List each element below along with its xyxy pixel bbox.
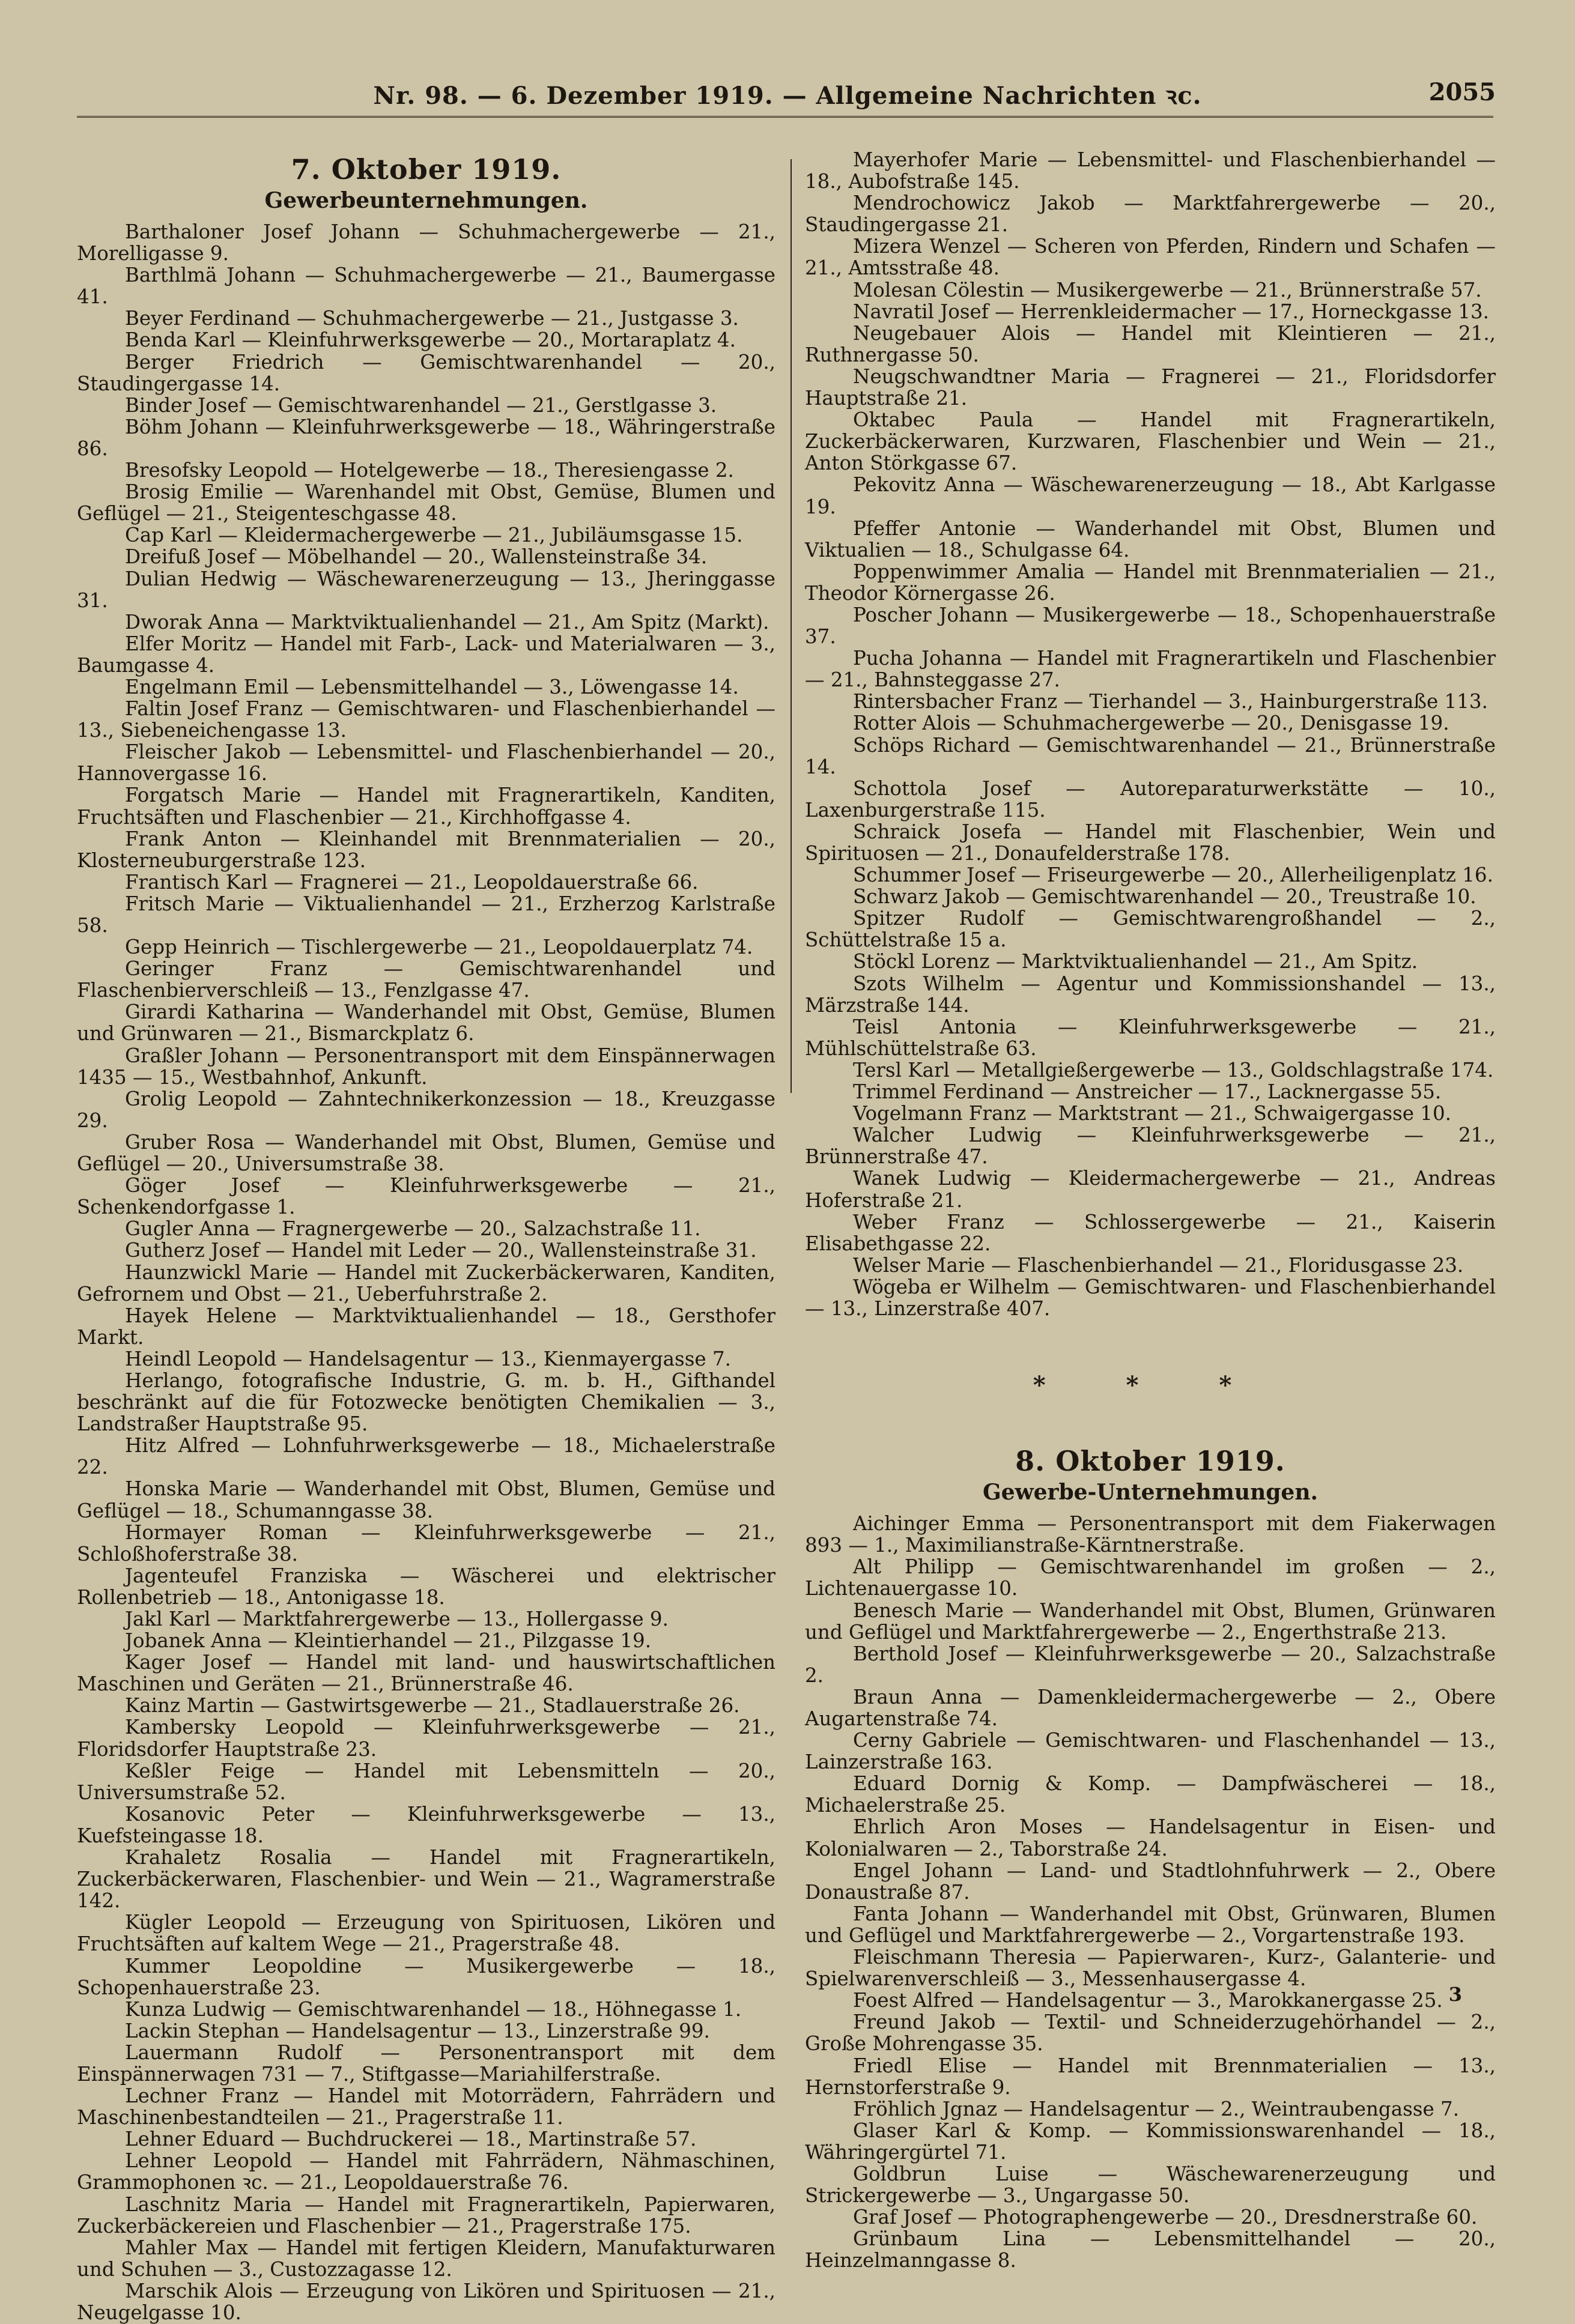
register-entry: Beyer Ferdinand — Schuhmachergewerbe — 21., Justgasse 3. — [125, 307, 739, 330]
register-entry: Jakl Karl — Marktfahrergewerbe — 13., Hollergasse 9. — [125, 1608, 669, 1630]
register-entry: Honska Marie — Wanderhandel mit Obst, Blumen, Gemüse und Geflügel — 18., Schumanngasse 38. — [77, 1477, 775, 1522]
section-separator: * * * — [1033, 1371, 1268, 1400]
section-heading-oct7: Gewerbeunternehmungen. — [264, 188, 588, 213]
register-entry: Schöps Richard — Gemischtwarenhandel — 21., Brünnerstraße 14. — [805, 733, 1496, 778]
register-entry: Poscher Johann — Musikergewerbe — 18., Schopenhauerstraße 37. — [805, 603, 1496, 649]
register-entry: Kunza Ludwig — Gemischtwarenhandel — 18., Höhnegasse 1. — [125, 1997, 742, 2021]
register-entry: Engel Johann — Land- und Stadtlohnfuhrwerk — 2., Obere Donaustraße 87. — [805, 1859, 1496, 1904]
register-entry: Kosanovic Peter — Kleinfuhrwerksgewerbe — 13., Kuefsteingasse 18. — [77, 1802, 775, 1847]
register-entry: Spitzer Rudolf — Gemischtwarengroßhandel — 2., Schüttelstraße 15 a. — [805, 907, 1496, 952]
register-entry: Graf Josef — Photographengewerbe — 20., Dresdnerstraße 60. — [853, 2206, 1478, 2229]
register-entry: Foest Alfred — Handelsagentur — 3., Marokkanergasse 25. — [853, 1989, 1443, 2012]
register-entry: Mayerhofer Marie — Lebensmittel- und Flaschenbierhandel — 18., Aubofstraße 145. — [805, 148, 1496, 193]
register-entry: Kügler Leopold — Erzeugung von Spirituosen, Likören und Fruchtsäften auf kaltem Wege — 21., Pragerstraße 48. — [77, 1911, 775, 1956]
register-entry: Welser Marie — Flaschenbierhandel — 21., Floridusgasse 23. — [853, 1253, 1464, 1277]
register-entry: Goldbrun Luise — Wäschewarenerzeugung und Strickergewerbe — 3., Ungargasse 50. — [805, 2162, 1496, 2207]
register-entry: Tersl Karl — Metallgießergewerbe — 13., Goldschlagstraße 174. — [853, 1058, 1494, 1082]
register-entry: Fanta Johann — Wanderhandel mit Obst, Grünwaren, Blumen und Geflügel und Marktfahrergewerbe — 2., Vorgartenstraße 193. — [805, 1902, 1496, 1947]
register-entry: Cap Karl — Kleidermachergewerbe — 21., Jubiläumsgasse 15. — [125, 524, 743, 547]
register-entry: Weber Franz — Schlossergewerbe — 21., Kaiserin Elisabethgasse 22. — [805, 1210, 1496, 1255]
register-entry: Gutherz Josef — Handel mit Leder — 20., Wallensteinstraße 31. — [125, 1239, 757, 1262]
register-entry: Grolig Leopold — Zahntechnikerkonzession — 18., Kreuzgasse 29. — [77, 1087, 775, 1132]
register-entry: Lackin Stephan — Handelsagentur — 13., Linzerstraße 99. — [125, 2019, 710, 2042]
header-title: Nr. 98. — 6. Dezember 1919. — Allgemeine Nachrichten ꝛc. — [373, 82, 1202, 110]
register-entry: Dworak Anna — Marktviktualienhandel — 21., Am Spitz (Markt). — [125, 610, 769, 634]
register-entry: Keßler Feige — Handel mit Lebensmitteln — 20., Universumstraße 52. — [77, 1759, 775, 1804]
register-entry: Rotter Alois — Schuhmachergewerbe — 20., Denisgasse 19. — [853, 712, 1449, 735]
register-entry: Fröhlich Jgnaz — Handelsagentur — 2., Weintraubengasse 7. — [853, 2097, 1460, 2120]
page-number: 2055 — [1428, 78, 1496, 106]
register-entry: Kager Josef — Handel mit land- und hauswirtschaftlichen Maschinen und Geräten — 21., Brünnerstraße 46. — [77, 1651, 775, 1696]
register-entry: Schottola Josef — Autoreparaturwerkstätte — 10., Laxenburgerstraße 115. — [805, 776, 1496, 822]
register-entry: Göger Josef — Kleinfuhrwerksgewerbe — 21., Schenkendorfgasse 1. — [77, 1174, 775, 1219]
section-heading-oct8: Gewerbe-Unternehmungen. — [982, 1480, 1319, 1505]
register-entry: Trimmel Ferdinand — Anstreicher — 17., Lacknergasse 55. — [853, 1080, 1442, 1104]
register-entry: Wögeba er Wilhelm — Gemischtwaren- und Flaschenbierhandel — 13., Linzerstraße 407. — [805, 1275, 1496, 1320]
register-entry: Forgatsch Marie — Handel mit Fragnerartikeln, Kanditen, Fruchtsäften und Flaschenbier — 21., Kirchhoffgasse 4. — [77, 784, 775, 829]
register-entry: Kainz Martin — Gastwirtsgewerbe — 21., Stadlauerstraße 26. — [125, 1694, 740, 1717]
date-heading-oct8: 8. Oktober 1919. — [1015, 1445, 1285, 1478]
register-entry: Neugebauer Alois — Handel mit Kleintieren — 21., Ruthnergasse 50. — [805, 321, 1496, 366]
register-entry: Lehner Eduard — Buchdruckerei — 18., Martinstraße 57. — [125, 2128, 697, 2151]
register-entry: Hayek Helene — Marktviktualienhandel — 18., Gersthofer Markt. — [77, 1304, 775, 1349]
register-entry: Hitz Alfred — Lohnfuhrwerksgewerbe — 18., Michaelerstraße 22. — [77, 1434, 775, 1479]
register-entry: Eduard Dornig & Komp. — Dampfwäscherei — 18., Michaelerstraße 25. — [805, 1772, 1496, 1817]
register-entry: Molesan Cölestin — Musikergewerbe — 21., Brünnerstraße 57. — [853, 278, 1482, 301]
register-entry: Kummer Leopoldine — Musikergewerbe — 18., Schopenhauerstraße 23. — [77, 1954, 775, 1999]
column-divider — [791, 159, 792, 1093]
register-entry: Kambersky Leopold — Kleinfuhrwerksgewerbe — 21., Floridsdorfer Hauptstraße 23. — [77, 1716, 775, 1761]
register-entry: Poppenwimmer Amalia — Handel mit Brennmaterialien — 21., Theodor Körnergasse 26. — [805, 560, 1496, 605]
register-entry: Berthold Josef — Kleinfuhrwerksgewerbe — 20., Salzachstraße 2. — [805, 1642, 1496, 1687]
register-entry: Freund Jakob — Textil- und Schneiderzugehörhandel — 2., Große Mohrengasse 35. — [805, 2011, 1496, 2056]
register-entry: Friedl Elise — Handel mit Brennmaterialien — 13., Hernstorferstraße 9. — [805, 2054, 1496, 2099]
register-entry: Lechner Franz — Handel mit Motorrädern, Fahrrädern und Maschinenbestandteilen — 21., Pragerstraße 11. — [77, 2084, 775, 2129]
register-entry: Mizera Wenzel — Scheren von Pferden, Rindern und Schafen — 21., Amtsstraße 48. — [805, 235, 1496, 280]
register-entry: Braun Anna — Damenkleidermachergewerbe — 2., Obere Augartenstraße 74. — [805, 1685, 1496, 1730]
register-entry: Oktabec Paula — Handel mit Fragnerartikeln, Zuckerbäckerwaren, Kurzwaren, Flaschenbier und Wein — 21., Anton Störkgasse 67. — [805, 408, 1496, 475]
register-entry: Schwarz Jakob — Gemischtwarenhandel — 20., Treustraße 10. — [853, 885, 1476, 909]
register-entry: Schraick Josefa — Handel mit Flaschenbier, Wein und Spirituosen — 21., Donaufelderstraße 178. — [805, 820, 1496, 865]
register-entry: Vogelmann Franz — Marktstrant — 21., Schwaigergasse 10. — [853, 1102, 1451, 1125]
register-entry: Glaser Karl & Komp. — Kommissionswarenhandel — 18., Währingergürtel 71. — [805, 2119, 1496, 2164]
register-entry: Mendrochowicz Jakob — Marktfahrergewerbe — 20., Staudingergasse 21. — [805, 192, 1496, 237]
register-entry: Graßler Johann — Personentransport mit dem Einspännerwagen 1435 — 15., Westbahnhof, Ankunft. — [77, 1044, 775, 1089]
page-header — [0, 78, 1575, 120]
header-rule — [77, 116, 1493, 125]
register-entry: Gruber Rosa — Wanderhandel mit Obst, Blumen, Gemüse und Geflügel — 20., Universumstraße 38. — [77, 1130, 775, 1176]
register-entry: Jagenteufel Franziska — Wäscherei und elektrischer Rollenbetrieb — 18., Antonigasse 18. — [77, 1564, 775, 1609]
register-entry: Bresofsky Leopold — Hotelgewerbe — 18., Theresiengasse 2. — [125, 459, 734, 482]
register-entry: Geringer Franz — Gemischtwarenhandel und Flaschenbierverschleiß — 13., Fenzlgasse 47. — [77, 957, 775, 1002]
register-entry: Rintersbacher Franz — Tierhandel — 3., Hainburgerstraße 113. — [853, 690, 1488, 713]
register-entry: Neugschwandtner Maria — Fragnerei — 21., Floridsdorfer Hauptstraße 21. — [805, 365, 1496, 410]
register-entry: Engelmann Emil — Lebensmittelhandel — 3., Löwengasse 14. — [125, 675, 739, 698]
register-entry: Lehner Leopold — Handel mit Fahrrädern, Nähmaschinen, Grammophonen ꝛc. — 21., Leopoldauerstraße 76. — [77, 2149, 775, 2194]
register-entry: Ehrlich Aron Moses — Handelsagentur in Eisen- und Kolonialwaren — 2., Taborstraße 24. — [805, 1815, 1496, 1860]
register-entry: Cerny Gabriele — Gemischtwaren- und Flaschenhandel — 13., Lainzerstraße 163. — [805, 1729, 1496, 1774]
register-entry: Berger Friedrich — Gemischtwarenhandel — 20., Staudingergasse 14. — [77, 350, 775, 395]
register-entry: Pfeffer Antonie — Wanderhandel mit Obst, Blumen und Viktualien — 18., Schulgasse 64. — [805, 516, 1496, 561]
register-entry: Teisl Antonia — Kleinfuhrwerksgewerbe — 21., Mühlschüttelstraße 63. — [805, 1015, 1496, 1060]
right-entry-list-oct8 — [805, 1513, 1496, 2271]
register-entry: Gugler Anna — Fragnergewerbe — 20., Salzachstraße 11. — [125, 1217, 701, 1241]
register-entry: Gepp Heinrich — Tischlergewerbe — 21., Leopoldauerplatz 74. — [125, 936, 753, 959]
register-entry: Grünbaum Lina — Lebensmittelhandel — 20., Heinzelmanngasse 8. — [805, 2227, 1496, 2272]
register-entry: Laschnitz Maria — Handel mit Fragnerartikeln, Papierwaren, Zuckerbäckereien und Flaschenbier — 21., Pragerstraße 175. — [77, 2192, 775, 2238]
register-entry: Heindl Leopold — Handelsagentur — 13., Kienmayergasse 7. — [125, 1347, 731, 1370]
register-entry: Navratil Josef — Herrenkleidermacher — 17., Horneckgasse 13. — [853, 300, 1489, 323]
register-entry: Böhm Johann — Kleinfuhrwerksgewerbe — 18., Währingerstraße 86. — [77, 415, 775, 460]
register-entry: Aichinger Emma — Personentransport mit dem Fiakerwagen 893 — 1., Maximilianstraße-Kärntnerstraße. — [805, 1512, 1496, 1557]
register-entry: Dulian Hedwig — Wäschewarenerzeugung — 13., Jheringgasse 31. — [77, 567, 775, 612]
register-entry: Schummer Josef — Friseurgewerbe — 20., Allerheiligenplatz 16. — [853, 864, 1493, 887]
register-entry: Alt Philipp — Gemischtwarenhandel im großen — 2., Lichtenauergasse 10. — [805, 1555, 1496, 1600]
register-entry: Walcher Ludwig — Kleinfuhrwerksgewerbe — 21., Brünnerstraße 47. — [805, 1124, 1496, 1169]
date-heading-oct7: 7. Oktober 1919. — [291, 153, 562, 186]
register-entry: Benda Karl — Kleinfuhrwerksgewerbe — 20., Mortaraplatz 4. — [125, 328, 736, 352]
register-entry: Fleischmann Theresia — Papierwaren-, Kurz-, Galanterie- und Spielwarenverschleiß — 3., Messenhausergasse 4. — [805, 1946, 1496, 1991]
right-entry-list-oct7 — [805, 149, 1496, 1319]
register-entry: Jobanek Anna — Kleintierhandel — 21., Pilzgasse 19. — [125, 1629, 652, 1653]
register-entry: Wanek Ludwig — Kleidermachergewerbe — 21., Andreas Hoferstraße 21. — [805, 1167, 1496, 1212]
register-entry: Szots Wilhelm — Agentur und Kommissionshandel — 13., Märzstraße 144. — [805, 972, 1496, 1017]
left-column — [77, 149, 775, 2323]
register-entry: Faltin Josef Franz — Gemischtwaren- und Flaschenbierhandel — 13., Siebeneichengasse 13. — [77, 697, 775, 742]
register-entry: Frank Anton — Kleinhandel mit Brennmaterialien — 20., Klosterneuburgerstraße 123. — [77, 827, 775, 872]
register-entry: Girardi Katharina — Wanderhandel mit Obst, Gemüse, Blumen und Grünwaren — 21., Bismarckplatz 6. — [77, 1000, 775, 1045]
register-entry: Barthaloner Josef Johann — Schuhmachergewerbe — 21., Morelligasse 9. — [77, 220, 775, 265]
register-entry: Hormayer Roman — Kleinfuhrwerksgewerbe — 21., Schloßhoferstraße 38. — [77, 1521, 775, 1566]
register-entry: Brosig Emilie — Warenhandel mit Obst, Gemüse, Blumen und Geflügel — 21., Steigenteschgasse 48. — [77, 480, 775, 525]
register-entry: Herlango, fotografische Industrie, G. m. b. H., Gifthandel beschränkt auf die für Fotozwecke benötigten Chemikalien — 3., Landstraßer Hauptstraße 95. — [77, 1369, 775, 1436]
register-entry: Fleischer Jakob — Lebensmittel- und Flaschenbierhandel — 20., Hannovergasse 16. — [77, 740, 775, 785]
register-entry: Binder Josef — Gemischtwarenhandel — 21., Gerstlgasse 3. — [125, 393, 717, 417]
register-entry: Marschik Alois — Erzeugung von Likören und Spirituosen — 21., Neugelgasse 10. — [77, 2279, 775, 2324]
register-entry: Barthlmä Johann — Schuhmachergewerbe — 21., Baumergasse 41. — [77, 264, 775, 309]
left-entry-list — [77, 221, 775, 2323]
register-entry: Fritsch Marie — Viktualienhandel — 21., Erzherzog Karlstraße 58. — [77, 892, 775, 937]
register-entry: Frantisch Karl — Fragnerei — 21., Leopoldauerstraße 66. — [125, 870, 699, 894]
register-entry: Haunzwickl Marie — Handel mit Zuckerbäckerwaren, Kanditen, Gefrornem und Obst — 21., Ueberfuhrstraße 2. — [77, 1260, 775, 1306]
register-entry: Benesch Marie — Wanderhandel mit Obst, Blumen, Grünwaren und Geflügel und Marktfahrergewerbe — 2., Engerthstraße 213. — [805, 1599, 1496, 1644]
register-entry: Pekovitz Anna — Wäschewarenerzeugung — 18., Abt Karlgasse 19. — [805, 473, 1496, 518]
register-entry: Elfer Moritz — Handel mit Farb-, Lack- und Materialwaren — 3., Baumgasse 4. — [77, 632, 775, 677]
register-entry: Mahler Max — Handel mit fertigen Kleidern, Manufakturwaren und Schuhen — 3., Custozzagasse 12. — [77, 2236, 775, 2281]
footnote-mark: 3 — [1448, 1983, 1462, 2006]
register-entry: Stöckl Lorenz — Marktviktualienhandel — 21., Am Spitz. — [853, 950, 1418, 973]
register-entry: Pucha Johanna — Handel mit Fragnerartikeln und Flaschenbier — 21., Bahnsteggasse 27. — [805, 647, 1496, 692]
register-entry: Lauermann Rudolf — Personentransport mit dem Einspännerwagen 731 — 7., Stiftgasse—Mariahilferstraße. — [77, 2041, 775, 2086]
right-column — [805, 149, 1496, 2271]
register-entry: Dreifuß Josef — Möbelhandel — 20., Wallensteinstraße 34. — [125, 545, 708, 569]
register-entry: Krahaletz Rosalia — Handel mit Fragnerartikeln, Zuckerbäckerwaren, Flaschenbier- und Wein — 21., Wagramerstraße 142. — [77, 1846, 775, 1913]
